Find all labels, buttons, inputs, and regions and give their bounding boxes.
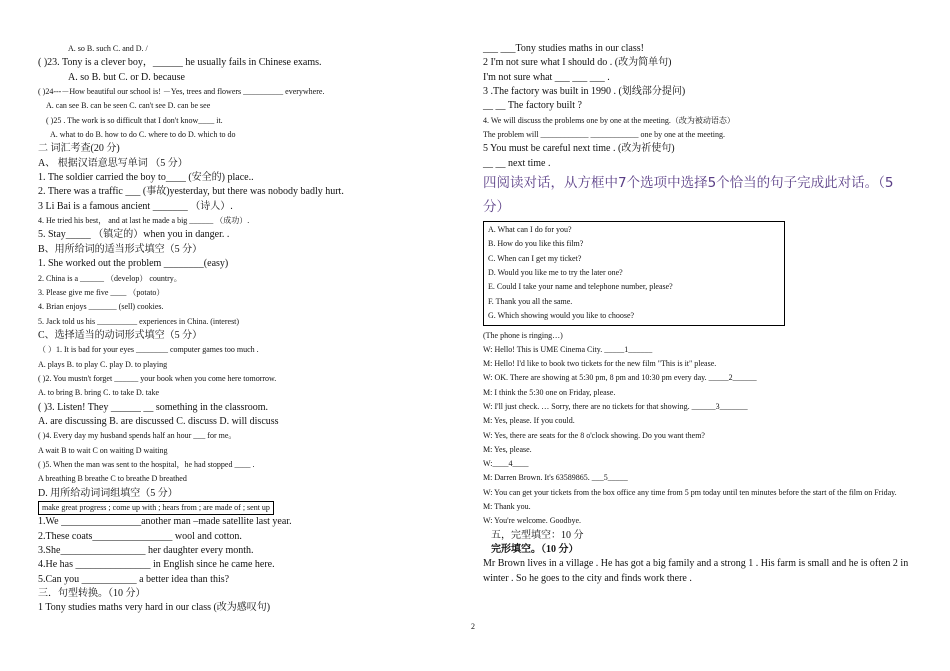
exam-line: ( )4. Every day my husband spends half an hour ___ for me。 bbox=[38, 431, 237, 441]
transform-line: 4. We will discuss the problems one by one at the meeting.（改为被动语态） bbox=[483, 115, 735, 125]
exam-line: 5. Jack told us his __________ experiences in China. (interest) bbox=[38, 316, 240, 326]
exam-line: A. plays B. to play C. play D. to playing bbox=[38, 359, 168, 369]
dialogue-line: W: You can get your tickets from the box office any time from 5 pm today until ten minutes before the start of the film on Friday. bbox=[483, 487, 897, 497]
transform-line: The problem will ____________ ____________ one by one at the meeting. bbox=[483, 130, 725, 140]
exam-line: 4. He tried his best， and at last he made a big ______ （成功）. bbox=[38, 216, 250, 226]
exam-line bbox=[38, 501, 456, 515]
exam-line: ( )3. Listen! They ______ __ something in the classroom. bbox=[38, 401, 269, 413]
dialogue-line: M: Yes, please. If you could. bbox=[483, 416, 575, 426]
options-box bbox=[483, 221, 785, 325]
transform-line: I'm not sure what ___ ___ ___ . bbox=[483, 71, 610, 83]
exam-line: 1 Tony studies maths very hard in our class (改为感叹句) bbox=[38, 602, 271, 614]
exam-line: 5. Stay_____ （镇定的）when you in danger. . bbox=[38, 229, 230, 241]
exam-line: 1. She worked out the problem ________(easy) bbox=[38, 258, 229, 270]
exam-line: （ ）1. It is bad for your eyes ________ computer games too much . bbox=[38, 345, 259, 355]
exam-line: D. 用所给动词词组填空（5 分） bbox=[38, 487, 178, 499]
exam-line: 三．句型转换。（10 分） bbox=[38, 588, 146, 600]
option-item: G. Which showing would you like to choose? bbox=[488, 311, 635, 321]
exam-line: ( )2. You mustn't forget ______ your book when you come here tomorrow. bbox=[38, 373, 277, 383]
exam-line: 2.These coats________________ wool and cotton. bbox=[38, 530, 242, 542]
exam-line: 2. China is a ______ （develop） country。 bbox=[38, 273, 182, 283]
exam-line: 2. There was a traffic ___ (事故)yesterday, but there was nobody badly hurt. bbox=[38, 186, 344, 198]
exam-line: ( )25 . The work is so difficult that I don't know____ it. bbox=[46, 115, 223, 125]
exam-line: ( )23. Tony is a clever boy，______ he usually fails in Chinese exams. bbox=[38, 57, 322, 69]
exam-line: A、 根据汉语意思写单词 （5 分） bbox=[38, 157, 188, 169]
cinema-dialogue bbox=[483, 329, 915, 529]
exam-line: 3.She_________________ her daughter every month. bbox=[38, 545, 254, 557]
dialogue-line: M: Yes, please. bbox=[483, 444, 532, 454]
dialogue-line: M: Darren Brown. It's 63589865. ___5_____ bbox=[483, 473, 628, 483]
exam-line: A. to bring B. bring C. to take D. take bbox=[38, 388, 160, 398]
right-column bbox=[483, 42, 915, 586]
exam-line: A. so B. such C. and D. / bbox=[68, 44, 148, 53]
cloze-paragraph: Mr Brown lives in a village . He has got a big family and a strong 1 . His farm is small and he is often 2 in winter . So he goes to the city and finds work there . bbox=[483, 558, 909, 584]
dialogue-line: M: I think the 5:30 one on Friday, please. bbox=[483, 387, 616, 397]
exam-line: 1. The soldier carried the boy to____ (安全的) place.. bbox=[38, 172, 254, 184]
exam-line: ( )5. When the man was sent to the hospital，he had stopped ____ . bbox=[38, 459, 255, 469]
transform-line: ___ ___Tony studies maths in our class! bbox=[483, 43, 644, 54]
exam-line: A breathing B breathe C to breathe D breathed bbox=[38, 474, 187, 484]
exam-line: 二 词汇考查(20 分) bbox=[38, 143, 120, 155]
transform-line: 3 .The factory was built in 1990 . (划线部分提问) bbox=[483, 86, 686, 98]
option-item: A. What can I do for you? bbox=[488, 225, 572, 235]
transform-line: 2 I'm not sure what I should do . (改为简单句) bbox=[483, 57, 672, 69]
exam-line: 1.We ________________another man –made satellite last year. bbox=[38, 516, 292, 528]
exam-line: A. are discussing B. are discussed C. discuss D. will discuss bbox=[38, 415, 279, 427]
transform-line: __ __ The factory built ? bbox=[483, 100, 582, 112]
dialogue-line: (The phone is ringing…) bbox=[483, 330, 563, 340]
transform-line: __ __ next time . bbox=[483, 157, 551, 169]
left-column bbox=[38, 42, 456, 616]
phrase-box: make great progress ; come up with ; hears from ; are made of ; sent up bbox=[38, 501, 274, 515]
option-item: F. Thank you all the same. bbox=[488, 296, 573, 306]
option-item: C. When can I get my ticket? bbox=[488, 253, 582, 263]
section-four-heading: 四阅读对话，从方框中7个选项中选择5个恰当的句子完成此对话。（5分） bbox=[483, 175, 894, 216]
sentence-transformation-continued bbox=[483, 42, 915, 171]
dialogue-line: W: Yes, there are seats for the 8 o'clock showing. Do you want them? bbox=[483, 430, 705, 440]
dialogue-line: W: I'll just check. … Sorry, there are no tickets for that showing. ______3_______ bbox=[483, 401, 748, 411]
page-number: 2 bbox=[471, 622, 475, 631]
section-five-heading: 五，完型填空：10 分 bbox=[491, 529, 584, 541]
cloze-title: 完形填空。（10 分） bbox=[491, 544, 579, 555]
exam-line: A wait B to wait C on waiting D waiting bbox=[38, 445, 168, 455]
dialogue-line: W:____4____ bbox=[483, 459, 529, 469]
exam-line: 5.Can you ___________ a better idea than this? bbox=[38, 573, 230, 585]
dialogue-line: W: Hello! This is UME Cinema City. _____1______ bbox=[483, 344, 653, 354]
exam-line: 3. Please give me five ____ （potato） bbox=[38, 287, 165, 297]
exam-line: B、用所给词的适当形式填空（5 分） bbox=[38, 243, 203, 255]
dialogue-line: W: You're welcome. Goodbye. bbox=[483, 516, 582, 526]
option-item: B. How do you like this film? bbox=[488, 239, 584, 249]
exam-line: 3 Li Bai is a famous ancient _______ （诗人）. bbox=[38, 200, 233, 212]
dialogue-line: M: Hello! I'd like to book two tickets for the new film "This is it" please. bbox=[483, 359, 717, 369]
exam-line: ( )24---－How beautiful our school is! －Yes, trees and flowers __________ everywhere. bbox=[38, 87, 325, 97]
exam-line: A. can see B. can be seen C. can't see D. can be see bbox=[46, 101, 211, 111]
exam-line: A. what to do B. how to do C. where to do D. which to do bbox=[50, 130, 236, 140]
exam-line: C、选择适当的动词形式填空（5 分） bbox=[38, 329, 203, 341]
dialogue-line: W: OK. There are showing at 5:30 pm, 8 pm and 10:30 pm every day. _____2______ bbox=[483, 373, 757, 383]
exam-line: 4.He has _______________ in English since he came here. bbox=[38, 559, 275, 571]
exam-line: 4. Brian enjoys _______ (sell) cookies. bbox=[38, 302, 164, 312]
option-item: E. Could I take your name and telephone number, please? bbox=[488, 282, 673, 292]
option-item: D. Would you like me to try the later one? bbox=[488, 268, 623, 278]
dialogue-line: M: Thank you. bbox=[483, 502, 531, 512]
transform-line: 5 You must be careful next time . (改为祈使句) bbox=[483, 143, 675, 155]
exam-line: A. so B. but C. or D. because bbox=[68, 71, 185, 83]
